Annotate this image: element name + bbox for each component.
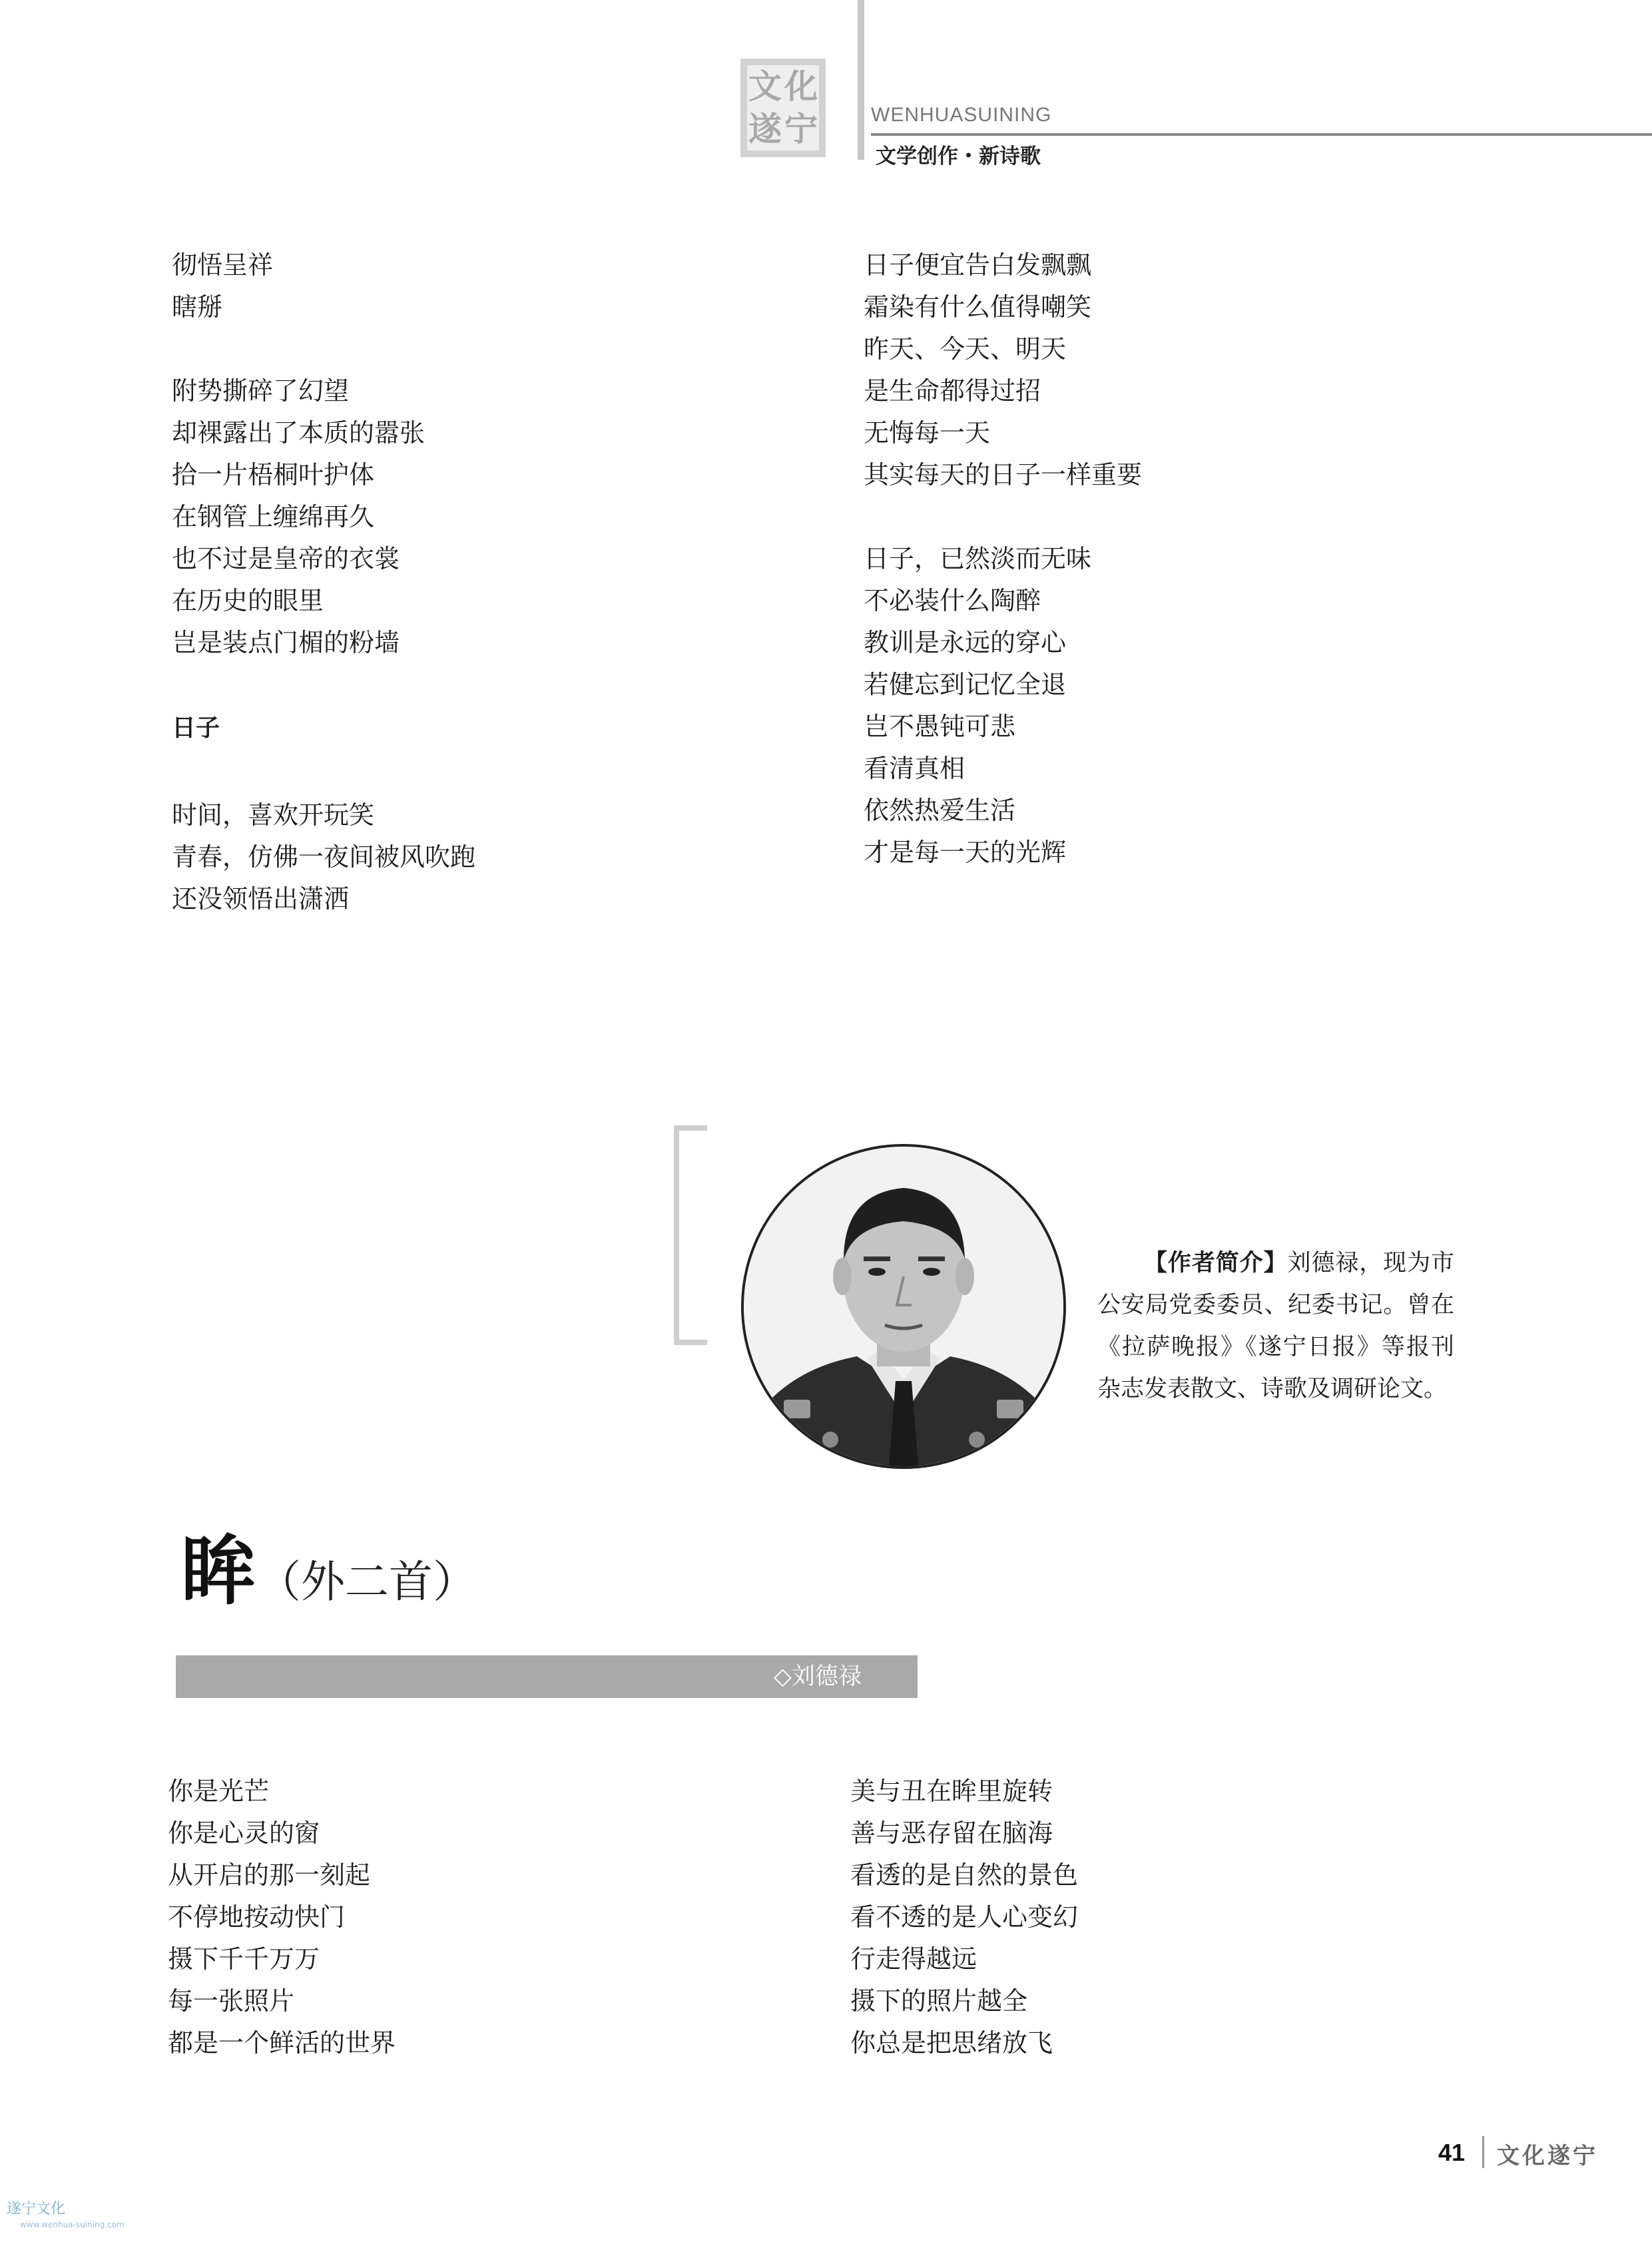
poem-line: 你是心灵的窗 — [168, 1819, 320, 1848]
poem-line: 时间，喜欢开玩笑 — [172, 800, 375, 830]
poem-line: 才是每一天的光辉 — [864, 838, 1067, 867]
page-number: 41 — [1438, 2139, 1466, 2166]
poem-line: 日子，已然淡而无味 — [864, 544, 1092, 573]
seal-char: 化 — [784, 67, 818, 106]
section-label: 文学创作・新诗歌 — [876, 144, 1041, 168]
author-bio-text: 刘德禄，现为市公安局党委委员、纪委书记。曾在《拉萨晚报》《遂宁日报》等报刊杂志发表散文、诗歌及调研论文。 — [1097, 1250, 1454, 1402]
poem-line: 却裸露出了本质的嚣张 — [172, 418, 425, 447]
watermark-url: www.wenhua-suining.com — [20, 2220, 125, 2229]
poem-line: 依然热爱生活 — [864, 796, 1016, 825]
author-bio-label: 【作者简介】 — [1144, 1250, 1288, 1276]
poem-line: 都是一个鲜活的世界 — [168, 2028, 396, 2058]
poem-line: 是生命都得过招 — [864, 376, 1041, 406]
poem-line: 日子便宜告白发飘飘 — [864, 250, 1092, 280]
poem-line: 青春，仿佛一夜间被风吹跑 — [172, 842, 476, 872]
poem-line: 彻悟呈祥 — [172, 250, 274, 280]
poem-line: 从开启的那一刻起 — [168, 1860, 371, 1890]
seal-char: 遂 — [748, 109, 782, 148]
poem-line: 若健忘到记忆全退 — [864, 670, 1067, 699]
poem-line: 拾一片梧桐叶护体 — [172, 460, 375, 489]
logo-seal — [740, 59, 826, 157]
watermark: 遂宁文化 — [7, 2201, 66, 2217]
poem-line: 也不过是皇帝的衣裳 — [172, 544, 400, 573]
poem-line: 无悔每一天 — [864, 418, 991, 447]
author-portrait-icon — [744, 1147, 1063, 1466]
poem-line: 摄下千千万万 — [168, 1944, 320, 1974]
poem-line: 你总是把思绪放飞 — [850, 2028, 1053, 2058]
poem-line: 看不透的是人心变幻 — [850, 1902, 1079, 1932]
poem-line: 不必装什么陶醉 — [864, 586, 1041, 615]
author-bio — [1097, 1243, 1454, 1410]
byline: ◇刘德禄 — [774, 1663, 862, 1690]
poem-line: 看清真相 — [864, 754, 965, 783]
poem-line: 不停地按动快门 — [168, 1902, 346, 1932]
poem-line: 昨天、今天、明天 — [864, 334, 1067, 364]
footer-separator — [1482, 2136, 1484, 2168]
poem-line: 看透的是自然的景色 — [850, 1860, 1079, 1890]
poem-line: 教训是永远的穿心 — [864, 628, 1067, 657]
poem-line: 每一张照片 — [168, 1986, 295, 2016]
author-photo — [741, 1144, 1066, 1469]
seal-char: 宁 — [784, 109, 818, 148]
poem-line: 美与丑在眸里旋转 — [850, 1777, 1053, 1806]
article-subtitle: （外二首） — [257, 1556, 477, 1607]
poem-line: 善与恶存留在脑海 — [850, 1819, 1053, 1848]
poem-line: 在历史的眼里 — [172, 586, 324, 615]
poem-line: 其实每天的日子一样重要 — [864, 460, 1143, 489]
poem-line: 还没领悟出潇洒 — [172, 884, 350, 914]
poem-subtitle: 日子 — [172, 714, 220, 742]
poem-line: 摄下的照片越全 — [850, 1986, 1028, 2016]
poem-line: 瞎掰 — [172, 292, 223, 322]
header-rule — [871, 133, 1652, 136]
poem-line: 霜染有什么值得嘲笑 — [864, 292, 1092, 322]
poem-line: 行走得越远 — [850, 1944, 977, 1974]
seal-char: 文 — [748, 67, 782, 106]
poem-line: 你是光芒 — [168, 1777, 270, 1806]
footer-brand: 文化遂宁 — [1497, 2143, 1598, 2169]
header-vertical-rule — [858, 0, 864, 160]
article-title: 眸 — [181, 1528, 256, 1615]
header-brand: WENHUASUINING — [871, 104, 1052, 126]
poem-line: 岂不愚钝可悲 — [864, 712, 1016, 741]
poem-line: 在钢管上缠绵再久 — [172, 502, 375, 531]
poem-line: 岂是装点门楣的粉墙 — [172, 628, 400, 657]
poem-line: 附势撕碎了幻望 — [172, 376, 350, 406]
decorative-bracket — [674, 1125, 707, 1345]
